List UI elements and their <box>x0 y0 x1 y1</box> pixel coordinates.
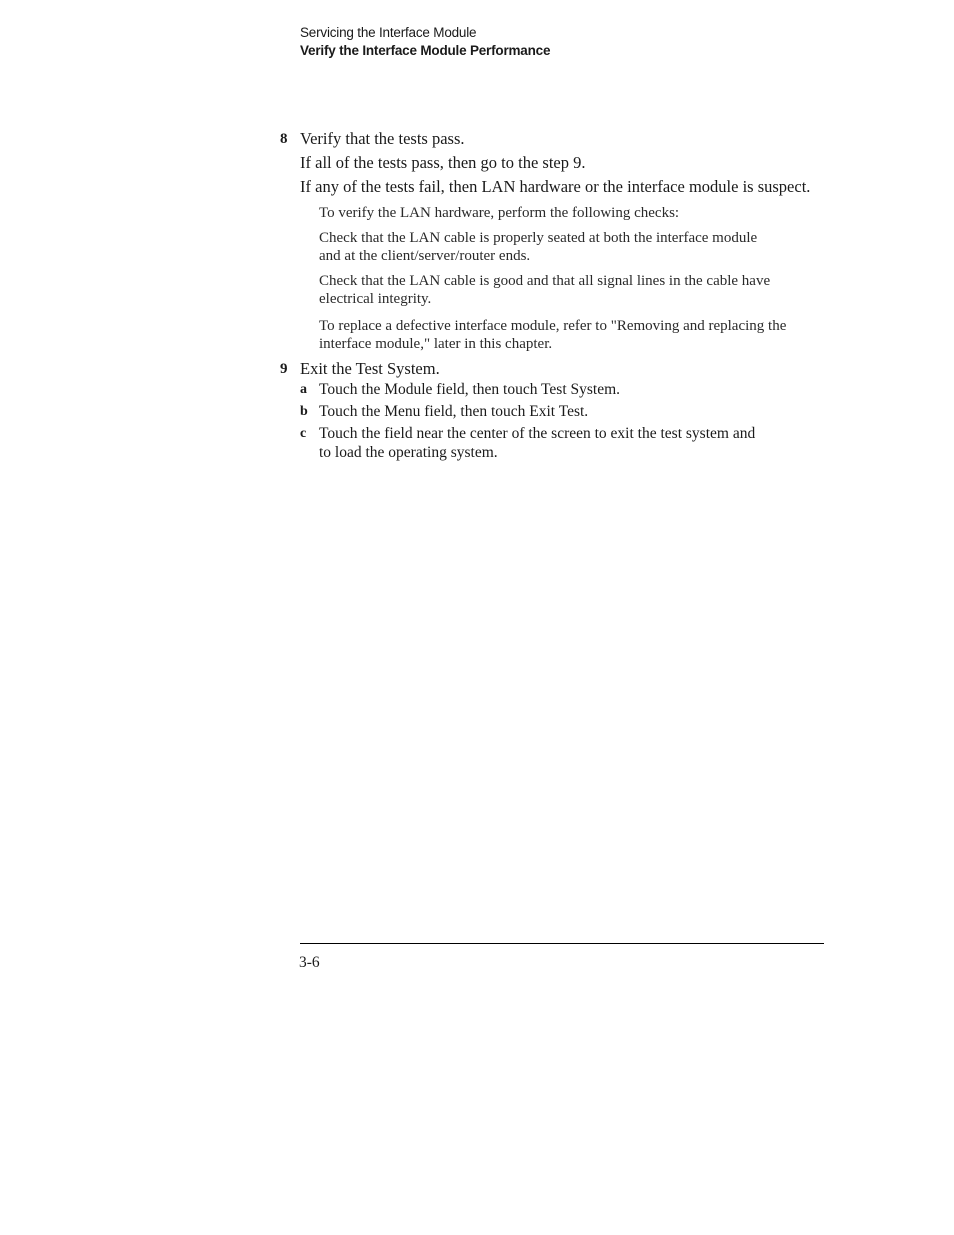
substep-text: Touch the Menu field, then touch Exit Test. <box>319 402 589 420</box>
running-header <box>300 24 550 60</box>
step-text: Verify that the tests pass. <box>300 129 465 148</box>
step-9 <box>280 360 820 378</box>
substep-text: Touch the Module field, then touch Test System. <box>319 380 621 398</box>
section-title: Verify the Interface Module Performance <box>300 43 551 58</box>
substep-letter: c <box>300 425 307 441</box>
substep-letter: a <box>300 381 307 397</box>
substep-a <box>280 380 820 399</box>
note-paragraph: Check that the LAN cable is properly seated at both the interface module and at the client/server/router ends. <box>319 229 758 264</box>
substep-text: Touch the field near the center of the screen to exit the test system and to load the operating system. <box>319 424 756 461</box>
page-number: 3-6 <box>299 954 320 971</box>
step-paragraph: If all of the tests pass, then go to the step 9. <box>300 153 586 172</box>
note-paragraph: To replace a defective interface module, refer to "Removing and replacing the interface module," later in this chapter. <box>319 317 787 352</box>
step-number: 9 <box>280 360 288 377</box>
step-text: Exit the Test System. <box>300 358 440 378</box>
note-paragraph: To verify the LAN hardware, perform the following checks: <box>319 205 680 221</box>
procedure-content <box>280 130 820 465</box>
step-number: 8 <box>280 131 288 147</box>
step-8 <box>280 130 820 148</box>
substep-letter: b <box>300 403 308 419</box>
substep-c <box>280 424 759 462</box>
footer-divider <box>300 943 824 944</box>
chapter-title: Servicing the Interface Module <box>300 25 477 40</box>
step-paragraph: If any of the tests fail, then LAN hardware or the interface module is suspect. <box>300 177 811 196</box>
substep-b <box>280 402 820 421</box>
note-paragraph: Check that the LAN cable is good and that all signal lines in the cable have electrical integrity. <box>319 272 771 307</box>
